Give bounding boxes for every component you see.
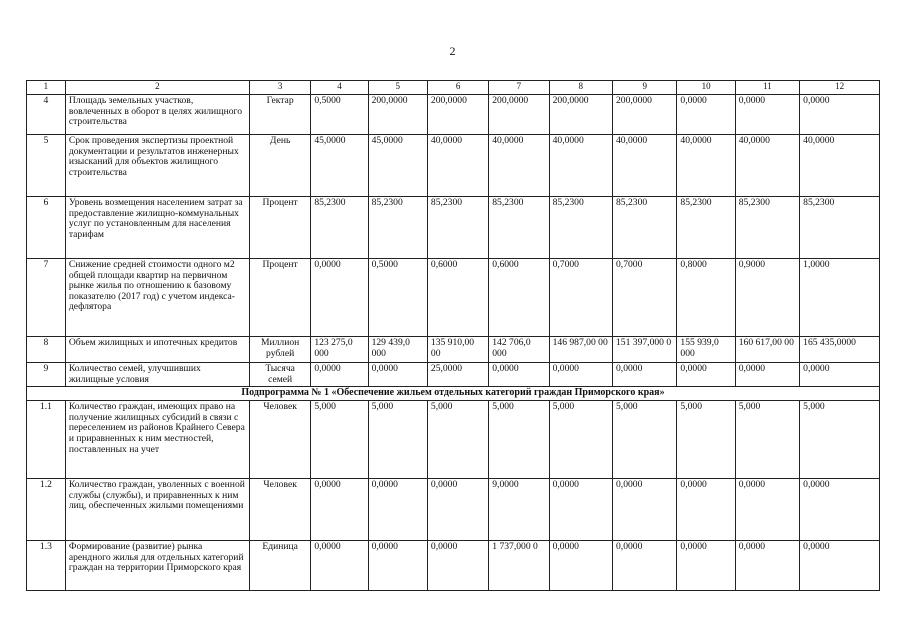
table-row xyxy=(27,541,880,591)
indicator-value: 40,0000 xyxy=(613,135,677,197)
column-header: 6 xyxy=(427,81,488,95)
indicator-value: 1,0000 xyxy=(800,259,880,337)
unit-of-measure: Гектар xyxy=(249,95,310,135)
indicator-value: 165 435,0000 xyxy=(800,337,880,363)
unit-of-measure: Человек xyxy=(249,401,310,479)
indicator-value: 0,0000 xyxy=(735,95,799,135)
indicator-value: 135 910,00 00 xyxy=(427,337,488,363)
column-header: 3 xyxy=(249,81,310,95)
column-header: 8 xyxy=(549,81,612,95)
indicator-value: 5,000 xyxy=(427,401,488,479)
indicator-value: 9,0000 xyxy=(489,479,549,541)
indicator-value: 0,5000 xyxy=(368,259,427,337)
indicator-value: 40,0000 xyxy=(427,135,488,197)
indicator-value: 5,000 xyxy=(735,401,799,479)
indicator-value: 0,6000 xyxy=(489,259,549,337)
indicator-value: 0,0000 xyxy=(613,479,677,541)
indicator-value: 5,000 xyxy=(368,401,427,479)
table-header-row xyxy=(27,81,880,95)
indicator-value: 85,2300 xyxy=(549,197,612,259)
table-row xyxy=(27,135,880,197)
indicator-value: 0,0000 xyxy=(800,479,880,541)
unit-of-measure: Процент xyxy=(249,259,310,337)
row-number: 1.2 xyxy=(27,479,66,541)
indicator-value: 85,2300 xyxy=(800,197,880,259)
subprogram-heading-row xyxy=(27,387,880,401)
table-row xyxy=(27,363,880,387)
unit-of-measure: Человек xyxy=(249,479,310,541)
indicator-value: 0,0000 xyxy=(311,541,368,591)
table-row xyxy=(27,401,880,479)
row-number: 5 xyxy=(27,135,66,197)
indicator-value: 0,0000 xyxy=(677,541,735,591)
indicator-name: Формирование (развитие) рынка арендного жилья для отдельных категорий граждан на территории Приморского края xyxy=(65,541,249,591)
row-number: 4 xyxy=(27,95,66,135)
indicator-value: 200,0000 xyxy=(368,95,427,135)
indicator-value: 0,0000 xyxy=(800,95,880,135)
column-header: 2 xyxy=(65,81,249,95)
indicator-value: 0,0000 xyxy=(613,363,677,387)
table-row xyxy=(27,259,880,337)
column-header: 5 xyxy=(368,81,427,95)
column-header: 11 xyxy=(735,81,799,95)
indicator-value: 0,0000 xyxy=(427,541,488,591)
indicator-value: 129 439,0 000 xyxy=(368,337,427,363)
indicator-value: 0,7000 xyxy=(613,259,677,337)
indicator-value: 40,0000 xyxy=(489,135,549,197)
indicator-name: Количество граждан, имеющих право на получение жилищных субсидий в связи с переселением из районов Крайнего Севера и приравненных к ним местностей, поставленных на учет xyxy=(65,401,249,479)
unit-of-measure: Процент xyxy=(249,197,310,259)
indicator-name: Количество семей, улучшивших жилищные условия xyxy=(65,363,249,387)
indicator-value: 40,0000 xyxy=(735,135,799,197)
indicator-value: 85,2300 xyxy=(677,197,735,259)
indicator-name: Снижение средней стоимости одного м2 общей площади квартир на первичном рынке жилья по отношению к базовому показателю (2017 год) с учетом индекса-дефлятора xyxy=(65,259,249,337)
table-row xyxy=(27,479,880,541)
indicator-name: Количество граждан, уволенных с военной службы (службы), и приравненных к ним лиц, обеспеченных жилыми помещениями xyxy=(65,479,249,541)
table-row xyxy=(27,197,880,259)
indicator-value: 0,0000 xyxy=(368,479,427,541)
unit-of-measure: Миллион рублей xyxy=(249,337,310,363)
column-header: 4 xyxy=(311,81,368,95)
indicator-value: 0,9000 xyxy=(735,259,799,337)
subprogram-title: Подпрограмма № 1 «Обеспечение жильем отдельных категорий граждан Приморского края» xyxy=(27,387,880,401)
indicator-value: 85,2300 xyxy=(427,197,488,259)
indicator-value: 85,2300 xyxy=(735,197,799,259)
indicator-value: 0,0000 xyxy=(677,479,735,541)
column-header: 1 xyxy=(27,81,66,95)
row-number: 6 xyxy=(27,197,66,259)
indicator-value: 45,0000 xyxy=(311,135,368,197)
indicator-value: 0,0000 xyxy=(368,363,427,387)
indicator-name: Уровень возмещения населением затрат за предоставление жилищно-коммунальных услуг по установленным для населения тарифам xyxy=(65,197,249,259)
table-row xyxy=(27,337,880,363)
column-header: 12 xyxy=(800,81,880,95)
indicator-value: 85,2300 xyxy=(489,197,549,259)
indicator-value: 85,2300 xyxy=(311,197,368,259)
column-header: 7 xyxy=(489,81,549,95)
indicator-value: 0,0000 xyxy=(368,541,427,591)
indicator-value: 0,0000 xyxy=(613,541,677,591)
indicator-value: 0,0000 xyxy=(800,363,880,387)
indicators-table xyxy=(26,80,880,591)
indicator-value: 5,000 xyxy=(613,401,677,479)
indicator-value: 0,7000 xyxy=(549,259,612,337)
indicator-value: 0,6000 xyxy=(427,259,488,337)
indicator-value: 25,0000 xyxy=(427,363,488,387)
indicator-value: 85,2300 xyxy=(368,197,427,259)
indicator-value: 5,000 xyxy=(800,401,880,479)
indicator-value: 0,0000 xyxy=(427,479,488,541)
indicator-value: 200,0000 xyxy=(549,95,612,135)
indicator-value: 160 617,00 00 xyxy=(735,337,799,363)
indicator-name: Площадь земельных участков, вовлеченных в оборот в целях жилищного строительства xyxy=(65,95,249,135)
indicator-value: 0,0000 xyxy=(549,363,612,387)
indicator-value: 200,0000 xyxy=(427,95,488,135)
column-header: 9 xyxy=(613,81,677,95)
indicator-value: 0,0000 xyxy=(735,479,799,541)
indicator-value: 0,8000 xyxy=(677,259,735,337)
indicator-value: 0,0000 xyxy=(735,363,799,387)
row-number: 1.1 xyxy=(27,401,66,479)
indicator-value: 0,0000 xyxy=(677,95,735,135)
table-row xyxy=(27,95,880,135)
indicator-value: 0,5000 xyxy=(311,95,368,135)
indicator-value: 0,0000 xyxy=(800,541,880,591)
page-number: 2 xyxy=(449,44,456,58)
indicator-value: 0,0000 xyxy=(311,259,368,337)
indicator-value: 0,0000 xyxy=(489,363,549,387)
indicator-name: Срок проведения экспертизы проектной документации и результатов инженерных изысканий для объектов жилищного строительства xyxy=(65,135,249,197)
indicator-value: 155 939,0 000 xyxy=(677,337,735,363)
indicator-value: 40,0000 xyxy=(677,135,735,197)
indicator-value: 0,0000 xyxy=(311,363,368,387)
indicator-value: 40,0000 xyxy=(800,135,880,197)
indicator-value: 0,0000 xyxy=(735,541,799,591)
indicator-value: 200,0000 xyxy=(489,95,549,135)
indicator-value: 0,0000 xyxy=(677,363,735,387)
row-number: 9 xyxy=(27,363,66,387)
indicator-value: 200,0000 xyxy=(613,95,677,135)
row-number: 8 xyxy=(27,337,66,363)
indicator-value: 45,0000 xyxy=(368,135,427,197)
indicator-value: 5,000 xyxy=(489,401,549,479)
indicator-value: 142 706,0 000 xyxy=(489,337,549,363)
row-number: 1.3 xyxy=(27,541,66,591)
indicator-value: 5,000 xyxy=(549,401,612,479)
unit-of-measure: Единица xyxy=(249,541,310,591)
indicator-value: 40,0000 xyxy=(549,135,612,197)
indicator-value: 0,0000 xyxy=(549,541,612,591)
column-header: 10 xyxy=(677,81,735,95)
indicator-name: Объем жилищных и ипотечных кредитов xyxy=(65,337,249,363)
indicator-value: 0,0000 xyxy=(549,479,612,541)
indicator-value: 0,0000 xyxy=(311,479,368,541)
indicator-value: 146 987,00 00 xyxy=(549,337,612,363)
indicator-value: 5,000 xyxy=(677,401,735,479)
unit-of-measure: День xyxy=(249,135,310,197)
indicator-value: 5,000 xyxy=(311,401,368,479)
indicator-value: 85,2300 xyxy=(613,197,677,259)
unit-of-measure: Тысяча семей xyxy=(249,363,310,387)
indicator-value: 151 397,000 0 xyxy=(613,337,677,363)
indicator-value: 123 275,0 000 xyxy=(311,337,368,363)
row-number: 7 xyxy=(27,259,66,337)
indicator-value: 1 737,000 0 xyxy=(489,541,549,591)
